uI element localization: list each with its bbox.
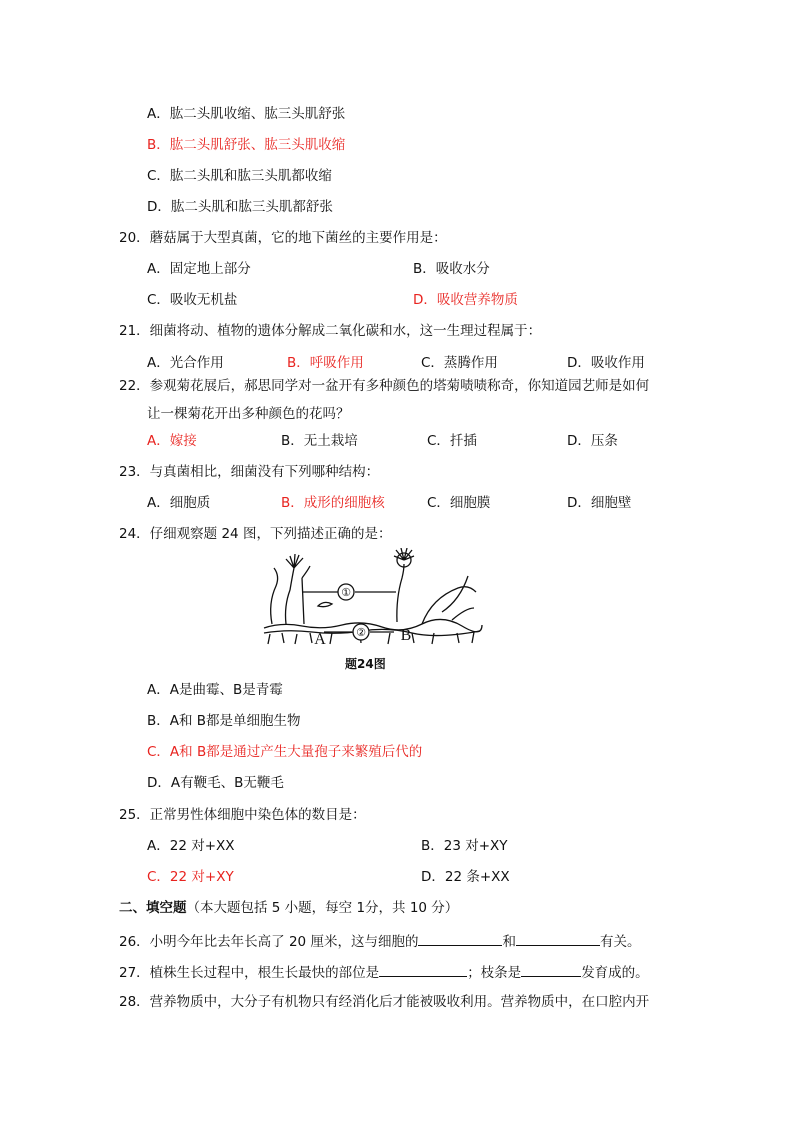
- q25-option-a: A．22 对+XX: [147, 838, 235, 854]
- q19-option-c: C．肱二头肌和肱三头肌都收缩: [147, 168, 332, 184]
- q28-stem: 28．营养物质中，大分子有机物只有经消化后才能被吸收利用。营养物质中，在口腔内开: [119, 994, 650, 1010]
- q24-option-c: C．A和 B都是通过产生大量孢子来繁殖后代的: [147, 744, 423, 760]
- q24-option-d: D．A有鞭毛、B无鞭毛: [147, 775, 284, 791]
- q22-option-d: D．压条: [567, 433, 618, 449]
- q20-stem: 20．蘑菇属于大型真菌，它的地下菌丝的主要作用是：: [119, 230, 447, 246]
- mold-a-side-stalk: [271, 568, 278, 624]
- q20-option-c: C．吸收无机盐: [147, 292, 238, 308]
- figure-caption: 题24图: [345, 657, 386, 671]
- q23-option-a: A．细胞质: [147, 495, 211, 511]
- q20-option-b: B．吸收水分: [413, 261, 490, 277]
- label-b: B: [400, 627, 412, 644]
- q19-option-b: B．肱二头肌舒张、肱三头肌收缩: [147, 137, 346, 153]
- q23-option-b: B．成形的细胞核: [281, 495, 385, 511]
- mold-b-stalk: [397, 564, 404, 622]
- q19-option-d: D．肱二头肌和肱三头肌都舒张: [147, 199, 333, 215]
- hyphae-roots: [268, 632, 474, 644]
- q22-option-a: A．嫁接: [147, 433, 197, 449]
- q27-blank-2[interactable]: [521, 962, 581, 977]
- q22-stem-line1: 22．参观菊花展后，郝思同学对一盆开有多种颜色的塔菊啧啧称奇，你知道园艺师是如何: [119, 378, 650, 394]
- mold-a-stalk: [286, 568, 295, 624]
- q24-option-a: A．A是曲霉、B是青霉: [147, 682, 283, 698]
- q21-option-c: C．蒸腾作用: [421, 355, 498, 371]
- q24-option-b: B．A和 B都是单细胞生物: [147, 713, 301, 729]
- q21-option-d: D．吸收作用: [567, 355, 645, 371]
- mold-figure: [262, 548, 484, 648]
- q19-option-a: A．肱二头肌收缩、肱三头肌舒张: [147, 106, 346, 122]
- q23-stem: 23．与真菌相比，细菌没有下列哪种结构：: [119, 464, 380, 480]
- q21-option-b: B．呼吸作用: [287, 355, 364, 371]
- q27-line: [119, 962, 649, 982]
- mold-a-branches: [286, 554, 303, 568]
- mold-a-spore: [318, 602, 332, 606]
- q27-text-2: ；枝条是: [467, 965, 522, 981]
- mold-a-right-stalk: [302, 566, 310, 624]
- q25-option-d: D．22 条+XX: [421, 869, 510, 885]
- q25-stem: 25．正常男性体细胞中染色体的数目是：: [119, 807, 366, 823]
- section-2-note: （本大题包括 5 小题，每空 1分，共 10 分）: [186, 900, 459, 916]
- q22-option-c: C．扦插: [427, 433, 477, 449]
- q20-option-a: A．固定地上部分: [147, 261, 251, 277]
- q23-option-d: D．细胞壁: [567, 495, 632, 511]
- q24-stem: 24．仔细观察题 24 图，下列描述正确的是：: [119, 526, 392, 542]
- q27-blank-1[interactable]: [379, 962, 467, 977]
- q26-blank-2[interactable]: [516, 931, 600, 946]
- q23-option-c: C．细胞膜: [427, 495, 491, 511]
- q21-option-a: A．光合作用: [147, 355, 224, 371]
- q22-option-b: B．无土栽培: [281, 433, 358, 449]
- label-a: A: [314, 631, 326, 648]
- q21-stem: 21．细菌将动、植物的遗体分解成二氧化碳和水，这一生理过程属于：: [119, 323, 542, 339]
- section-2-heading: 二、填空题: [119, 900, 187, 916]
- label-2: ②: [356, 626, 366, 639]
- q27-text-1: 27．植株生长过程中，根生长最快的部位是: [119, 965, 380, 981]
- q26-text-1: 26．小明今年比去年长高了 20 厘米，这与细胞的: [119, 934, 419, 950]
- q20-option-d: D．吸收营养物质: [413, 292, 518, 308]
- q25-option-c: C．22 对+XY: [147, 869, 234, 885]
- section-2-header: [119, 899, 458, 917]
- label-1: ①: [341, 586, 351, 599]
- q26-text-2: 和: [502, 934, 516, 950]
- q26-blank-1[interactable]: [418, 931, 502, 946]
- q25-option-b: B．23 对+XY: [421, 838, 508, 854]
- q22-stem-line2: 让一棵菊花开出多种颜色的花吗？: [147, 406, 350, 422]
- q27-text-3: 发育成的。: [581, 965, 649, 981]
- mold-b-side-hyphae: [422, 576, 476, 624]
- q26-line: [119, 931, 640, 951]
- q26-text-3: 有关。: [599, 934, 641, 950]
